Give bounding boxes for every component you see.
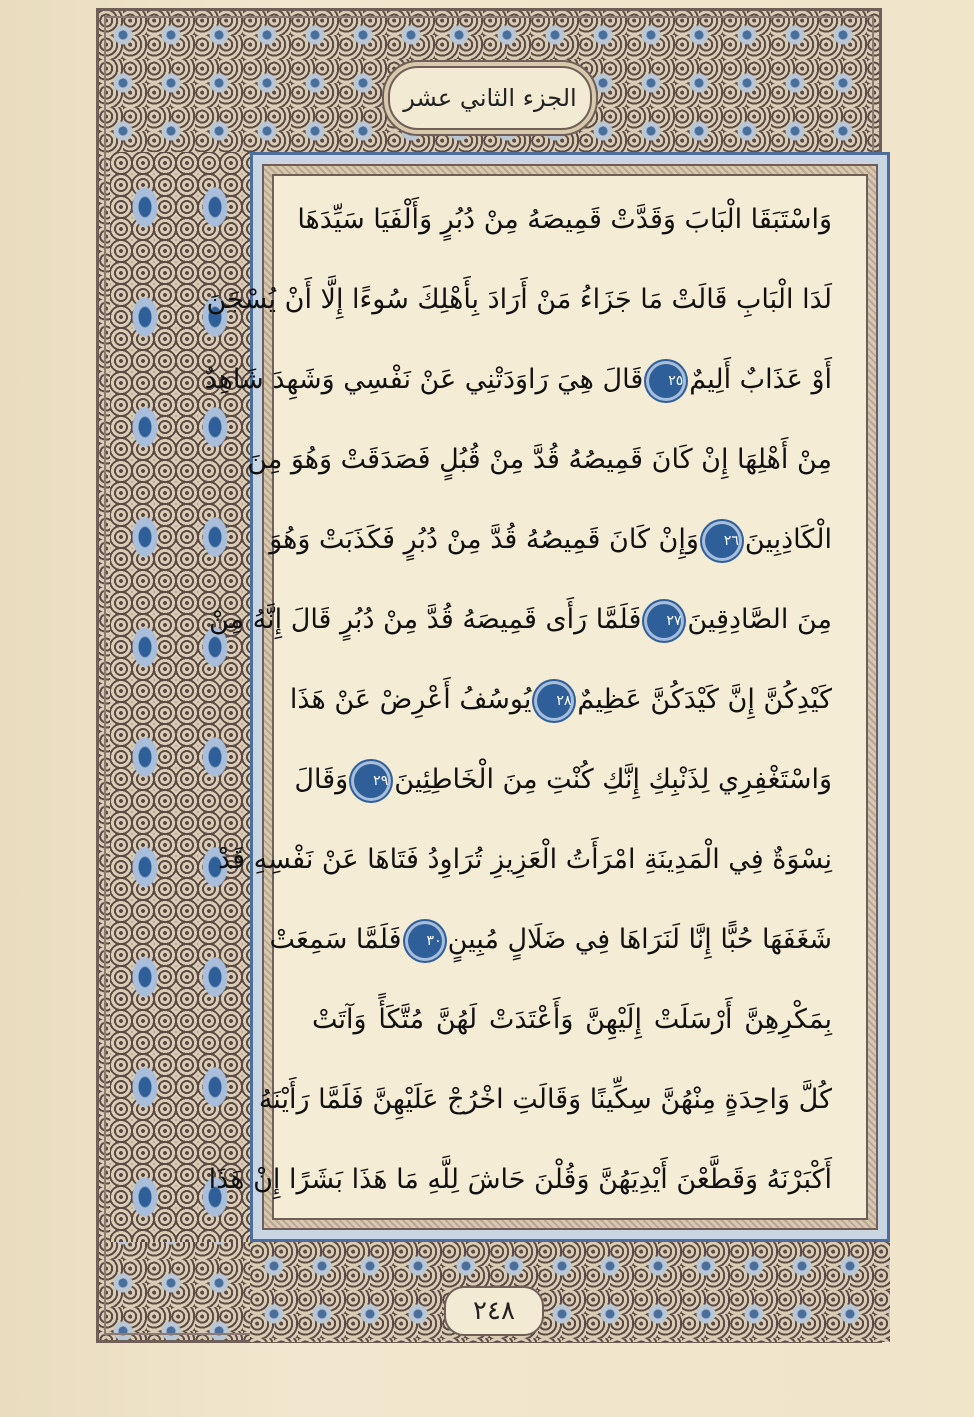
ayah-number-marker: ٢٦ [705, 524, 739, 558]
verse-line [209, 580, 832, 660]
ayah-number-marker: ٢٧ [647, 604, 681, 638]
verse-text: وَقَالَ [294, 764, 349, 795]
ayah-number-marker: ٢٩ [354, 764, 388, 798]
verse-text: كُلَّ وَاحِدَةٍ مِنْهُنَّ سِكِّينًا وَقَالَتِ اخْرُجْ عَلَيْهِنَّ فَلَمَّا رَأَيْنَهُ [258, 1084, 832, 1115]
verse-text: أَكْبَرْنَهُ وَقَطَّعْنَ أَيْدِيَهُنَّ وَقُلْنَ حَاشَ لِلَّهِ مَا هَذَا بَشَرًا إِنْ هَذَا [208, 1164, 832, 1195]
verse-text: نِسْوَةٌ فِي الْمَدِينَةِ امْرَأَتُ الْعَزِيزِ تُرَاوِدُ فَتَاهَا عَنْ نَفْسِهِ قَدْ [217, 844, 832, 875]
bottom-ornament [250, 1242, 890, 1342]
verse-line [312, 980, 832, 1060]
ayah-number-marker: ٣٠ [408, 924, 442, 958]
verse-text: وَاسْتَبَقَا الْبَابَ وَقَدَّتْ قَمِيصَهُ مِنْ دُبُرٍ وَأَلْفَيَا سَيِّدَهَا [297, 204, 832, 235]
ayah-number-marker: ٢٨ [537, 684, 571, 718]
juz-header-cartouche [388, 66, 592, 130]
verse-text: يُوسُفُ أَعْرِضْ عَنْ هَذَا [289, 684, 532, 715]
verse-text: الْكَاذِبِينَ [744, 524, 832, 555]
verse-text: فَلَمَّا رَأَى قَمِيصَهُ قُدَّ مِنْ دُبُرٍ قَالَ إِنَّهُ مِنْ [209, 604, 642, 635]
page-number: ٢٤٨ [473, 1296, 515, 1326]
verse-text: مِنْ أَهْلِهَا إِنْ كَانَ قَمِيصُهُ قُدَّ مِنْ قُبُلٍ فَصَدَقَتْ وَهُوَ مِنَ [247, 444, 832, 475]
verse-text: مِنَ الصَّادِقِينَ [687, 604, 832, 635]
verse-text: قَالَ هِيَ رَاوَدَتْنِي عَنْ نَفْسِي وَشَهِدَ شَاهِدٌ [204, 364, 644, 395]
verse-text: فَلَمَّا سَمِعَتْ [269, 924, 402, 955]
verse-lines [204, 180, 832, 1220]
verse-text: كَيْدِكُنَّ إِنَّ كَيْدَكُنَّ عَظِيمٌ [577, 684, 832, 715]
verse-line [217, 820, 832, 900]
verse-text: لَدَا الْبَابِ قَالَتْ مَا جَزَاءُ مَنْ أَرَادَ بِأَهْلِكَ سُوءًا إِلَّا أَنْ يُسْجَنَ [206, 284, 832, 315]
verse-line [269, 500, 832, 580]
verse-line [289, 660, 832, 740]
verse-text: وَاسْتَغْفِرِي لِذَنْبِكِ إِنَّكِ كُنْتِ مِنَ الْخَاطِئِينَ [394, 764, 832, 795]
verse-line [247, 420, 832, 500]
verse-text: شَغَفَهَا حُبًّا إِنَّا لَنَرَاهَا فِي ضَلَالٍ مُبِينٍ [447, 924, 832, 955]
page-number-cartouche [444, 1286, 544, 1336]
verse-line [258, 1060, 832, 1140]
verse-line [204, 340, 832, 420]
verse-line [269, 900, 832, 980]
juz-title: الجزء الثاني عشر [403, 84, 577, 112]
verse-text: وَإِنْ كَانَ قَمِيصُهُ قُدَّ مِنْ دُبُرٍ فَكَذَبَتْ وَهُوَ [269, 524, 699, 555]
verse-text: بِمَكْرِهِنَّ أَرْسَلَتْ إِلَيْهِنَّ وَأَعْتَدَتْ لَهُنَّ مُتَّكَأً وَآتَتْ [312, 1004, 832, 1035]
verse-line [297, 180, 832, 260]
verse-line [206, 260, 832, 340]
ayah-number-marker: ٢٥ [649, 364, 683, 398]
verse-line [208, 1140, 832, 1220]
verse-line [294, 740, 832, 820]
verse-text: أَوْ عَذَابٌ أَلِيمٌ [689, 364, 832, 395]
